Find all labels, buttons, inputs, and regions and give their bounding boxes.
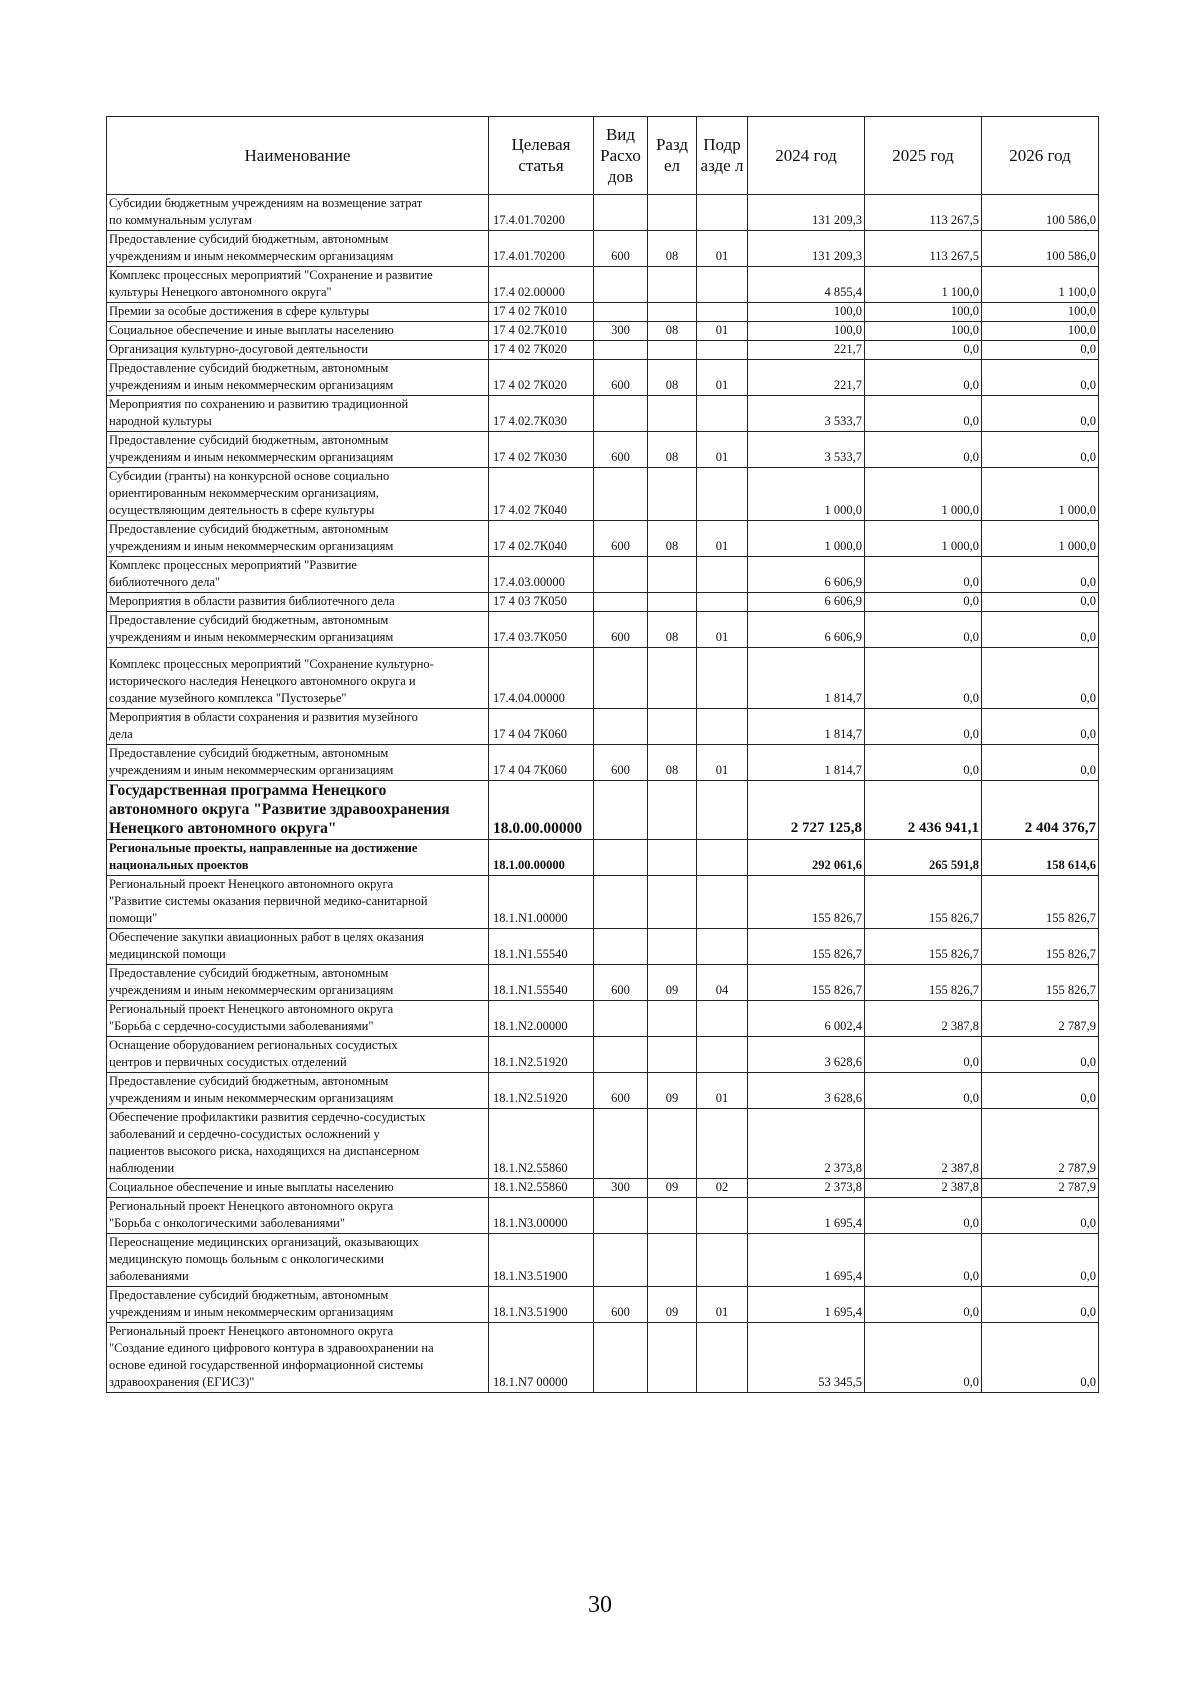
row-section <box>648 1001 697 1037</box>
row-value-2025: 0,0 <box>865 1037 982 1073</box>
row-target-article: 17 4 04 7К060 <box>489 745 594 781</box>
row-value-2025: 2 387,8 <box>865 1109 982 1179</box>
row-name: Предоставление субсидий бюджетным, автономным учреждениям и иным некоммерческим организациям <box>107 521 489 557</box>
row-value-2025: 155 826,7 <box>865 876 982 929</box>
row-target-article: 17 4 02.7К010 <box>489 322 594 341</box>
row-subsection <box>697 557 748 593</box>
table-row <box>107 521 1099 557</box>
row-name: Предоставление субсидий бюджетным, автономным учреждениям и иным некоммерческим организациям <box>107 360 489 396</box>
table-row <box>107 1287 1099 1323</box>
page-number: 30 <box>588 1592 612 1618</box>
budget-table <box>106 116 1099 1393</box>
row-value-2025: 0,0 <box>865 1323 982 1393</box>
row-section <box>648 195 697 231</box>
row-value-2025: 0,0 <box>865 593 982 612</box>
row-subsection: 01 <box>697 1073 748 1109</box>
row-subsection: 01 <box>697 432 748 468</box>
row-name: Региональный проект Ненецкого автономного округа "Борьба с сердечно-сосудистыми заболеваниями" <box>107 1001 489 1037</box>
row-target-article: 17 4.02.7К030 <box>489 396 594 432</box>
row-target-article: 17 4 02.7К040 <box>489 521 594 557</box>
row-value-2026: 158 614,6 <box>982 840 1099 876</box>
row-section: 08 <box>648 231 697 267</box>
row-value-2025: 0,0 <box>865 1073 982 1109</box>
header-expense-type: Вид Расхо дов <box>594 117 648 195</box>
row-value-2025: 0,0 <box>865 709 982 745</box>
row-subsection: 01 <box>697 1287 748 1323</box>
row-section <box>648 1198 697 1234</box>
table-row <box>107 360 1099 396</box>
row-name: Региональный проект Ненецкого автономного округа "Развитие системы оказания первичной медико-санитарной помощи" <box>107 876 489 929</box>
row-section: 09 <box>648 1073 697 1109</box>
row-value-2024: 1 814,7 <box>748 709 865 745</box>
row-name: Комплекс процессных мероприятий "Сохранение культурно- исторического наследия Ненецкого автономного округа и создание музейного комплекса "Пустозерье" <box>107 648 489 709</box>
header-section: Разд ел <box>648 117 697 195</box>
table-row <box>107 840 1099 876</box>
row-expense-type <box>594 781 648 840</box>
row-target-article: 18.1.N3.51900 <box>489 1287 594 1323</box>
row-target-article: 18.1.N7 00000 <box>489 1323 594 1393</box>
row-section <box>648 1234 697 1287</box>
row-target-article: 18.1.N1.55540 <box>489 965 594 1001</box>
row-value-2025: 155 826,7 <box>865 929 982 965</box>
row-value-2025: 100,0 <box>865 322 982 341</box>
table-header-row <box>107 117 1099 195</box>
row-target-article: 17 4 02 7К020 <box>489 341 594 360</box>
row-value-2025: 113 267,5 <box>865 231 982 267</box>
row-name: Комплекс процессных мероприятий "Сохранение и развитие культуры Ненецкого автономного округа" <box>107 267 489 303</box>
row-name: Мероприятия в области сохранения и развития музейного дела <box>107 709 489 745</box>
row-subsection <box>697 303 748 322</box>
row-value-2025: 2 436 941,1 <box>865 781 982 840</box>
row-section <box>648 781 697 840</box>
row-expense-type: 600 <box>594 745 648 781</box>
row-section <box>648 1323 697 1393</box>
row-section <box>648 1109 697 1179</box>
budget-table-sheet <box>106 116 1098 1393</box>
row-value-2024: 3 628,6 <box>748 1073 865 1109</box>
row-section: 08 <box>648 521 697 557</box>
row-target-article: 18.1.N1.55540 <box>489 929 594 965</box>
row-value-2026: 155 826,7 <box>982 929 1099 965</box>
row-expense-type: 600 <box>594 432 648 468</box>
row-expense-type <box>594 267 648 303</box>
header-year-2026: 2026 год <box>982 117 1099 195</box>
row-section <box>648 840 697 876</box>
table-row <box>107 965 1099 1001</box>
row-value-2025: 0,0 <box>865 1234 982 1287</box>
row-value-2024: 155 826,7 <box>748 929 865 965</box>
row-subsection <box>697 593 748 612</box>
row-value-2026: 2 787,9 <box>982 1179 1099 1198</box>
table-row <box>107 432 1099 468</box>
row-value-2024: 6 002,4 <box>748 1001 865 1037</box>
row-value-2026: 2 404 376,7 <box>982 781 1099 840</box>
row-name: Региональный проект Ненецкого автономного округа "Борьба с онкологическими заболеваниями" <box>107 1198 489 1234</box>
row-expense-type: 600 <box>594 521 648 557</box>
row-value-2025: 155 826,7 <box>865 965 982 1001</box>
row-value-2026: 0,0 <box>982 1037 1099 1073</box>
row-section: 08 <box>648 612 697 648</box>
row-name: Мероприятия в области развития библиотечного дела <box>107 593 489 612</box>
row-expense-type <box>594 195 648 231</box>
row-target-article: 17 4 03 7К050 <box>489 593 594 612</box>
row-target-article: 17 4 04 7К060 <box>489 709 594 745</box>
row-section <box>648 648 697 709</box>
row-expense-type <box>594 648 648 709</box>
row-section: 09 <box>648 965 697 1001</box>
row-name: Субсидии (гранты) на конкурсной основе социально ориентированным некоммерческим организациям, осуществляющим деятельность в сфере культуры <box>107 468 489 521</box>
row-value-2025: 0,0 <box>865 648 982 709</box>
row-target-article: 17 4 02 7К010 <box>489 303 594 322</box>
row-subsection <box>697 396 748 432</box>
row-value-2026: 0,0 <box>982 432 1099 468</box>
row-value-2024: 6 606,9 <box>748 557 865 593</box>
row-value-2025: 100,0 <box>865 303 982 322</box>
table-row <box>107 396 1099 432</box>
row-target-article: 17 4 02 7К020 <box>489 360 594 396</box>
row-value-2026: 100 586,0 <box>982 195 1099 231</box>
row-value-2025: 2 387,8 <box>865 1179 982 1198</box>
row-value-2025: 0,0 <box>865 341 982 360</box>
row-value-2026: 100,0 <box>982 303 1099 322</box>
row-name: Предоставление субсидий бюджетным, автономным учреждениям и иным некоммерческим организациям <box>107 612 489 648</box>
header-year-2025: 2025 год <box>865 117 982 195</box>
row-name: Обеспечение профилактики развития сердечно-сосудистых заболеваний и сердечно-сосудистых осложнений у пациентов высокого риска, находящихся на диспансерном наблюдении <box>107 1109 489 1179</box>
row-value-2026: 0,0 <box>982 360 1099 396</box>
row-expense-type <box>594 341 648 360</box>
row-value-2025: 265 591,8 <box>865 840 982 876</box>
row-value-2026: 0,0 <box>982 648 1099 709</box>
row-value-2024: 3 533,7 <box>748 396 865 432</box>
row-value-2024: 6 606,9 <box>748 612 865 648</box>
row-subsection <box>697 468 748 521</box>
row-name: Региональный проект Ненецкого автономного округа "Создание единого цифрового контура в здравоохранении на основе единой государственной информационной системы здравоохранения (ЕГИСЗ)" <box>107 1323 489 1393</box>
row-value-2025: 1 000,0 <box>865 468 982 521</box>
table-row <box>107 303 1099 322</box>
row-expense-type <box>594 1037 648 1073</box>
row-value-2026: 100,0 <box>982 322 1099 341</box>
row-section: 08 <box>648 745 697 781</box>
header-subsection: Подр азде л <box>697 117 748 195</box>
row-target-article: 17.4.01.70200 <box>489 231 594 267</box>
row-name: Социальное обеспечение и иные выплаты населению <box>107 322 489 341</box>
row-subsection: 02 <box>697 1179 748 1198</box>
row-value-2024: 6 606,9 <box>748 593 865 612</box>
row-value-2024: 131 209,3 <box>748 231 865 267</box>
row-value-2024: 221,7 <box>748 360 865 396</box>
row-name: Предоставление субсидий бюджетным, автономным учреждениям и иным некоммерческим организациям <box>107 965 489 1001</box>
row-section <box>648 709 697 745</box>
table-row <box>107 1001 1099 1037</box>
row-target-article: 17.4.03.00000 <box>489 557 594 593</box>
row-target-article: 18.1.00.00000 <box>489 840 594 876</box>
table-row <box>107 876 1099 929</box>
row-value-2024: 155 826,7 <box>748 876 865 929</box>
row-name: Предоставление субсидий бюджетным, автономным учреждениям и иным некоммерческим организациям <box>107 1073 489 1109</box>
table-body <box>107 195 1099 1393</box>
table-row <box>107 593 1099 612</box>
row-target-article: 18.0.00.00000 <box>489 781 594 840</box>
row-value-2024: 3 533,7 <box>748 432 865 468</box>
row-subsection: 01 <box>697 360 748 396</box>
row-subsection <box>697 929 748 965</box>
row-value-2026: 0,0 <box>982 612 1099 648</box>
row-subsection <box>697 1001 748 1037</box>
row-section <box>648 929 697 965</box>
table-row <box>107 709 1099 745</box>
table-row <box>107 231 1099 267</box>
table-row <box>107 1234 1099 1287</box>
row-value-2026: 1 000,0 <box>982 468 1099 521</box>
row-target-article: 17 4.02 7К040 <box>489 468 594 521</box>
row-value-2024: 1 695,4 <box>748 1287 865 1323</box>
row-target-article: 18.1.N2.55860 <box>489 1179 594 1198</box>
table-row <box>107 267 1099 303</box>
row-value-2026: 2 787,9 <box>982 1001 1099 1037</box>
header-year-2024: 2024 год <box>748 117 865 195</box>
row-value-2025: 0,0 <box>865 432 982 468</box>
row-value-2026: 0,0 <box>982 396 1099 432</box>
row-value-2024: 292 061,6 <box>748 840 865 876</box>
row-expense-type <box>594 929 648 965</box>
row-subsection: 01 <box>697 521 748 557</box>
row-name: Предоставление субсидий бюджетным, автономным учреждениям и иным некоммерческим организациям <box>107 432 489 468</box>
row-value-2026: 0,0 <box>982 1323 1099 1393</box>
row-value-2026: 1 000,0 <box>982 521 1099 557</box>
row-value-2026: 1 100,0 <box>982 267 1099 303</box>
row-value-2025: 0,0 <box>865 612 982 648</box>
row-subsection <box>697 1109 748 1179</box>
row-value-2024: 2 727 125,8 <box>748 781 865 840</box>
row-target-article: 18.1.N1.00000 <box>489 876 594 929</box>
table-row <box>107 1323 1099 1393</box>
row-name: Комплекс процессных мероприятий "Развитие библиотечного дела" <box>107 557 489 593</box>
row-target-article: 17.4.04.00000 <box>489 648 594 709</box>
row-subsection <box>697 781 748 840</box>
row-expense-type <box>594 593 648 612</box>
row-expense-type: 600 <box>594 360 648 396</box>
row-name: Организация культурно-досуговой деятельности <box>107 341 489 360</box>
row-subsection: 04 <box>697 965 748 1001</box>
table-row <box>107 1198 1099 1234</box>
row-target-article: 18.1.N2.55860 <box>489 1109 594 1179</box>
row-value-2026: 0,0 <box>982 341 1099 360</box>
row-value-2025: 0,0 <box>865 360 982 396</box>
row-value-2026: 155 826,7 <box>982 965 1099 1001</box>
row-expense-type: 600 <box>594 612 648 648</box>
table-row <box>107 1073 1099 1109</box>
row-name: Предоставление субсидий бюджетным, автономным учреждениям и иным некоммерческим организациям <box>107 231 489 267</box>
row-section <box>648 267 697 303</box>
row-section <box>648 341 697 360</box>
row-value-2024: 100,0 <box>748 322 865 341</box>
row-expense-type: 600 <box>594 1073 648 1109</box>
table-row <box>107 468 1099 521</box>
row-expense-type: 300 <box>594 1179 648 1198</box>
row-value-2024: 1 000,0 <box>748 521 865 557</box>
row-subsection <box>697 709 748 745</box>
row-section: 09 <box>648 1179 697 1198</box>
row-value-2026: 0,0 <box>982 1287 1099 1323</box>
row-target-article: 17.4 03.7К050 <box>489 612 594 648</box>
row-target-article: 17.4.01.70200 <box>489 195 594 231</box>
row-expense-type <box>594 709 648 745</box>
row-subsection <box>697 267 748 303</box>
row-name: Мероприятия по сохранению и развитию традиционной народной культуры <box>107 396 489 432</box>
row-value-2025: 113 267,5 <box>865 195 982 231</box>
row-expense-type <box>594 557 648 593</box>
row-section <box>648 593 697 612</box>
row-subsection: 01 <box>697 322 748 341</box>
row-section: 08 <box>648 432 697 468</box>
table-row <box>107 195 1099 231</box>
table-row <box>107 322 1099 341</box>
row-value-2024: 2 373,8 <box>748 1109 865 1179</box>
row-expense-type <box>594 396 648 432</box>
row-subsection <box>697 341 748 360</box>
row-target-article: 18.1.N2.00000 <box>489 1001 594 1037</box>
row-value-2025: 0,0 <box>865 1198 982 1234</box>
row-value-2025: 2 387,8 <box>865 1001 982 1037</box>
row-subsection: 01 <box>697 745 748 781</box>
table-row <box>107 1109 1099 1179</box>
table-row <box>107 1179 1099 1198</box>
row-name: Предоставление субсидий бюджетным, автономным учреждениям и иным некоммерческим организациям <box>107 1287 489 1323</box>
row-section: 09 <box>648 1287 697 1323</box>
row-value-2025: 0,0 <box>865 557 982 593</box>
table-row <box>107 612 1099 648</box>
row-subsection <box>697 876 748 929</box>
row-target-article: 17.4 02.00000 <box>489 267 594 303</box>
row-section <box>648 876 697 929</box>
table-row <box>107 781 1099 840</box>
row-target-article: 18.1.N2.51920 <box>489 1073 594 1109</box>
row-section <box>648 303 697 322</box>
row-target-article: 18.1.N3.51900 <box>489 1234 594 1287</box>
row-value-2026: 2 787,9 <box>982 1109 1099 1179</box>
row-value-2024: 3 628,6 <box>748 1037 865 1073</box>
header-name: Наименование <box>107 117 489 195</box>
row-expense-type <box>594 1323 648 1393</box>
table-row <box>107 341 1099 360</box>
row-value-2025: 0,0 <box>865 1287 982 1323</box>
row-section <box>648 557 697 593</box>
row-expense-type <box>594 1001 648 1037</box>
row-value-2024: 155 826,7 <box>748 965 865 1001</box>
row-value-2024: 2 373,8 <box>748 1179 865 1198</box>
row-expense-type <box>594 876 648 929</box>
row-name: Переоснащение медицинских организаций, оказывающих медицинскую помощь больным с онкологическими заболеваниями <box>107 1234 489 1287</box>
row-value-2025: 0,0 <box>865 745 982 781</box>
row-expense-type: 600 <box>594 231 648 267</box>
row-value-2026: 0,0 <box>982 557 1099 593</box>
row-section <box>648 468 697 521</box>
row-value-2024: 1 695,4 <box>748 1198 865 1234</box>
row-subsection <box>697 1198 748 1234</box>
row-expense-type: 600 <box>594 1287 648 1323</box>
row-subsection <box>697 1037 748 1073</box>
row-value-2024: 221,7 <box>748 341 865 360</box>
table-row <box>107 1037 1099 1073</box>
row-value-2026: 0,0 <box>982 1073 1099 1109</box>
row-name: Государственная программа Ненецкого автономного округа "Развитие здравоохранения Ненецкого автономного округа" <box>107 781 489 840</box>
row-name: Оснащение оборудованием региональных сосудистых центров и первичных сосудистых отделений <box>107 1037 489 1073</box>
row-value-2024: 53 345,5 <box>748 1323 865 1393</box>
row-subsection <box>697 195 748 231</box>
row-expense-type <box>594 468 648 521</box>
row-target-article: 18.1.N2.51920 <box>489 1037 594 1073</box>
row-section: 08 <box>648 322 697 341</box>
row-subsection <box>697 1234 748 1287</box>
row-value-2025: 0,0 <box>865 396 982 432</box>
table-row <box>107 557 1099 593</box>
table-row <box>107 929 1099 965</box>
row-subsection <box>697 840 748 876</box>
row-section <box>648 396 697 432</box>
row-value-2026: 0,0 <box>982 1198 1099 1234</box>
row-target-article: 18.1.N3.00000 <box>489 1198 594 1234</box>
row-subsection: 01 <box>697 231 748 267</box>
row-name: Субсидии бюджетным учреждениям на возмещение затрат по коммунальным услугам <box>107 195 489 231</box>
row-name: Социальное обеспечение и иные выплаты населению <box>107 1179 489 1198</box>
row-value-2026: 0,0 <box>982 593 1099 612</box>
row-value-2025: 1 100,0 <box>865 267 982 303</box>
row-value-2026: 0,0 <box>982 709 1099 745</box>
row-expense-type <box>594 1109 648 1179</box>
row-value-2026: 100 586,0 <box>982 231 1099 267</box>
row-section: 08 <box>648 360 697 396</box>
row-value-2024: 1 695,4 <box>748 1234 865 1287</box>
row-value-2026: 155 826,7 <box>982 876 1099 929</box>
row-expense-type <box>594 1198 648 1234</box>
row-name: Региональные проекты, направленные на достижение национальных проектов <box>107 840 489 876</box>
row-value-2026: 0,0 <box>982 745 1099 781</box>
row-value-2024: 1 814,7 <box>748 745 865 781</box>
row-value-2026: 0,0 <box>982 1234 1099 1287</box>
table-row <box>107 648 1099 709</box>
row-subsection: 01 <box>697 612 748 648</box>
row-expense-type: 600 <box>594 965 648 1001</box>
row-section <box>648 1037 697 1073</box>
row-expense-type <box>594 840 648 876</box>
row-name: Предоставление субсидий бюджетным, автономным учреждениям и иным некоммерческим организациям <box>107 745 489 781</box>
row-subsection <box>697 1323 748 1393</box>
row-value-2024: 100,0 <box>748 303 865 322</box>
row-target-article: 17 4 02 7К030 <box>489 432 594 468</box>
row-expense-type <box>594 303 648 322</box>
row-name: Обеспечение закупки авиационных работ в целях оказания медицинской помощи <box>107 929 489 965</box>
row-value-2024: 1 000,0 <box>748 468 865 521</box>
row-value-2024: 4 855,4 <box>748 267 865 303</box>
row-value-2025: 1 000,0 <box>865 521 982 557</box>
row-expense-type: 300 <box>594 322 648 341</box>
table-row <box>107 745 1099 781</box>
row-name: Премии за особые достижения в сфере культуры <box>107 303 489 322</box>
row-subsection <box>697 648 748 709</box>
row-value-2024: 1 814,7 <box>748 648 865 709</box>
row-expense-type <box>594 1234 648 1287</box>
row-value-2024: 131 209,3 <box>748 195 865 231</box>
header-target-article: Целевая статья <box>489 117 594 195</box>
